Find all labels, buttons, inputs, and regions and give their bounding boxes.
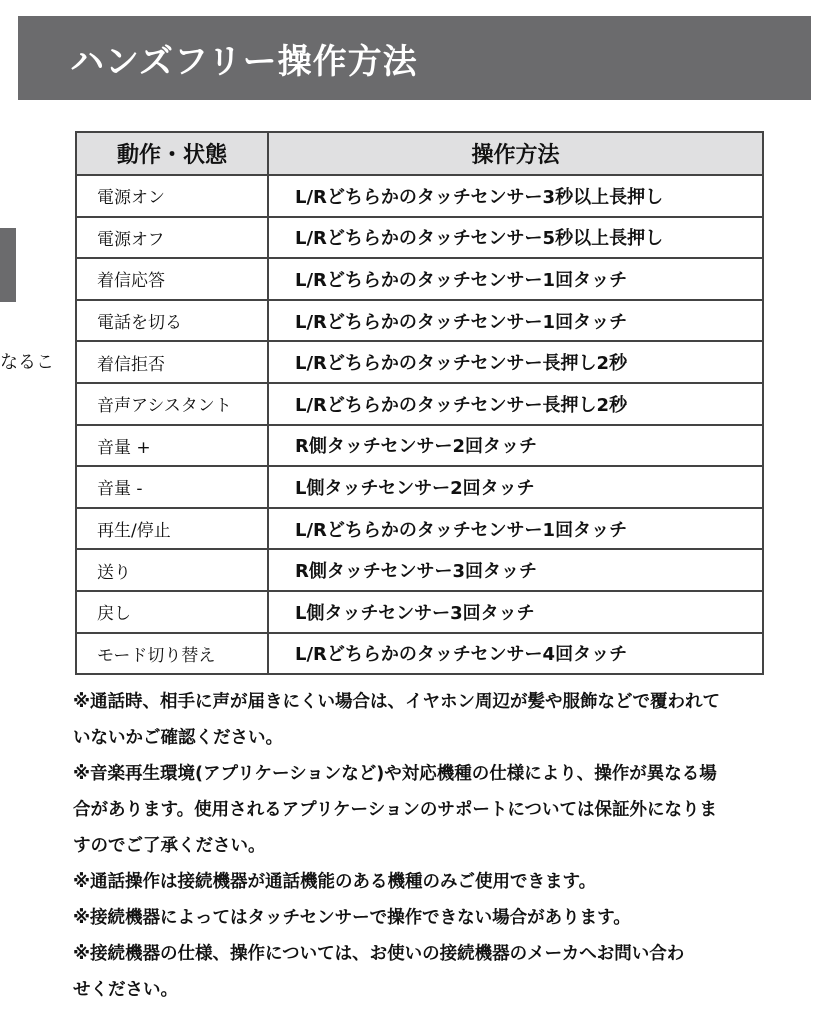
header-action: 動作・状態	[76, 132, 268, 175]
method-cell: L/Rどちらかのタッチセンサー3秒以上長押し	[268, 175, 763, 217]
table-row	[76, 175, 763, 217]
action-cell: 着信応答	[76, 258, 268, 300]
action-cell: 音量 +	[76, 425, 268, 467]
operations-table	[75, 131, 764, 675]
action-cell: 音量 -	[76, 466, 268, 508]
table-row	[76, 383, 763, 425]
table-row	[76, 341, 763, 383]
table-header-row	[76, 132, 763, 175]
table-row	[76, 466, 763, 508]
title-bar	[18, 16, 811, 100]
note-line: ※接続機器によってはタッチセンサーで操作できない場合があります。	[73, 908, 631, 928]
notes-section	[73, 684, 813, 1008]
side-page-text: なるこ	[0, 352, 54, 373]
method-cell: R側タッチセンサー3回タッチ	[268, 549, 763, 591]
action-cell: 再生/停止	[76, 508, 268, 550]
table-row	[76, 217, 763, 259]
action-cell: 電話を切る	[76, 300, 268, 342]
method-cell: L/Rどちらかのタッチセンサー1回タッチ	[268, 258, 763, 300]
action-cell: 電源オフ	[76, 217, 268, 259]
side-tab-marker	[0, 228, 16, 302]
method-cell: L側タッチセンサー2回タッチ	[268, 466, 763, 508]
page-title: ハンズフリー操作方法	[70, 41, 418, 82]
action-cell: 音声アシスタント	[76, 383, 268, 425]
note-line: ※通話操作は接続機器が通話機能のある機種のみご使用できます。	[73, 872, 597, 892]
method-cell: L/Rどちらかのタッチセンサー長押し2秒	[268, 383, 763, 425]
table-row	[76, 549, 763, 591]
table-row	[76, 508, 763, 550]
note-line: 合があります。使用されるアプリケーションのサポートについては保証外になりま	[73, 800, 717, 820]
method-cell: L/Rどちらかのタッチセンサー5秒以上長押し	[268, 217, 763, 259]
note-line: すのでご了承ください。	[73, 836, 266, 856]
note-line: いないかご確認ください。	[73, 728, 283, 748]
note-line: ※音楽再生環境(アプリケーションなど)や対応機種の仕様により、操作が異なる場	[73, 764, 717, 784]
note-line: ※通話時、相手に声が届きにくい場合は、イヤホン周辺が髪や服飾などで覆われて	[73, 692, 721, 712]
method-cell: L/Rどちらかのタッチセンサー1回タッチ	[268, 300, 763, 342]
note-line: ※接続機器の仕様、操作については、お使いの接続機器のメーカへお問い合わ	[73, 944, 685, 964]
action-cell: 送り	[76, 549, 268, 591]
note-line: せください。	[73, 980, 178, 1000]
method-cell: L/Rどちらかのタッチセンサー4回タッチ	[268, 633, 763, 675]
action-cell: 着信拒否	[76, 341, 268, 383]
method-cell: L側タッチセンサー3回タッチ	[268, 591, 763, 633]
table-row	[76, 258, 763, 300]
action-cell: 電源オン	[76, 175, 268, 217]
action-cell: 戻し	[76, 591, 268, 633]
table-row	[76, 591, 763, 633]
header-method: 操作方法	[268, 132, 763, 175]
table-row	[76, 300, 763, 342]
table-row	[76, 425, 763, 467]
method-cell: L/Rどちらかのタッチセンサー1回タッチ	[268, 508, 763, 550]
method-cell: L/Rどちらかのタッチセンサー長押し2秒	[268, 341, 763, 383]
action-cell: モード切り替え	[76, 633, 268, 675]
method-cell: R側タッチセンサー2回タッチ	[268, 425, 763, 467]
table-row	[76, 633, 763, 675]
